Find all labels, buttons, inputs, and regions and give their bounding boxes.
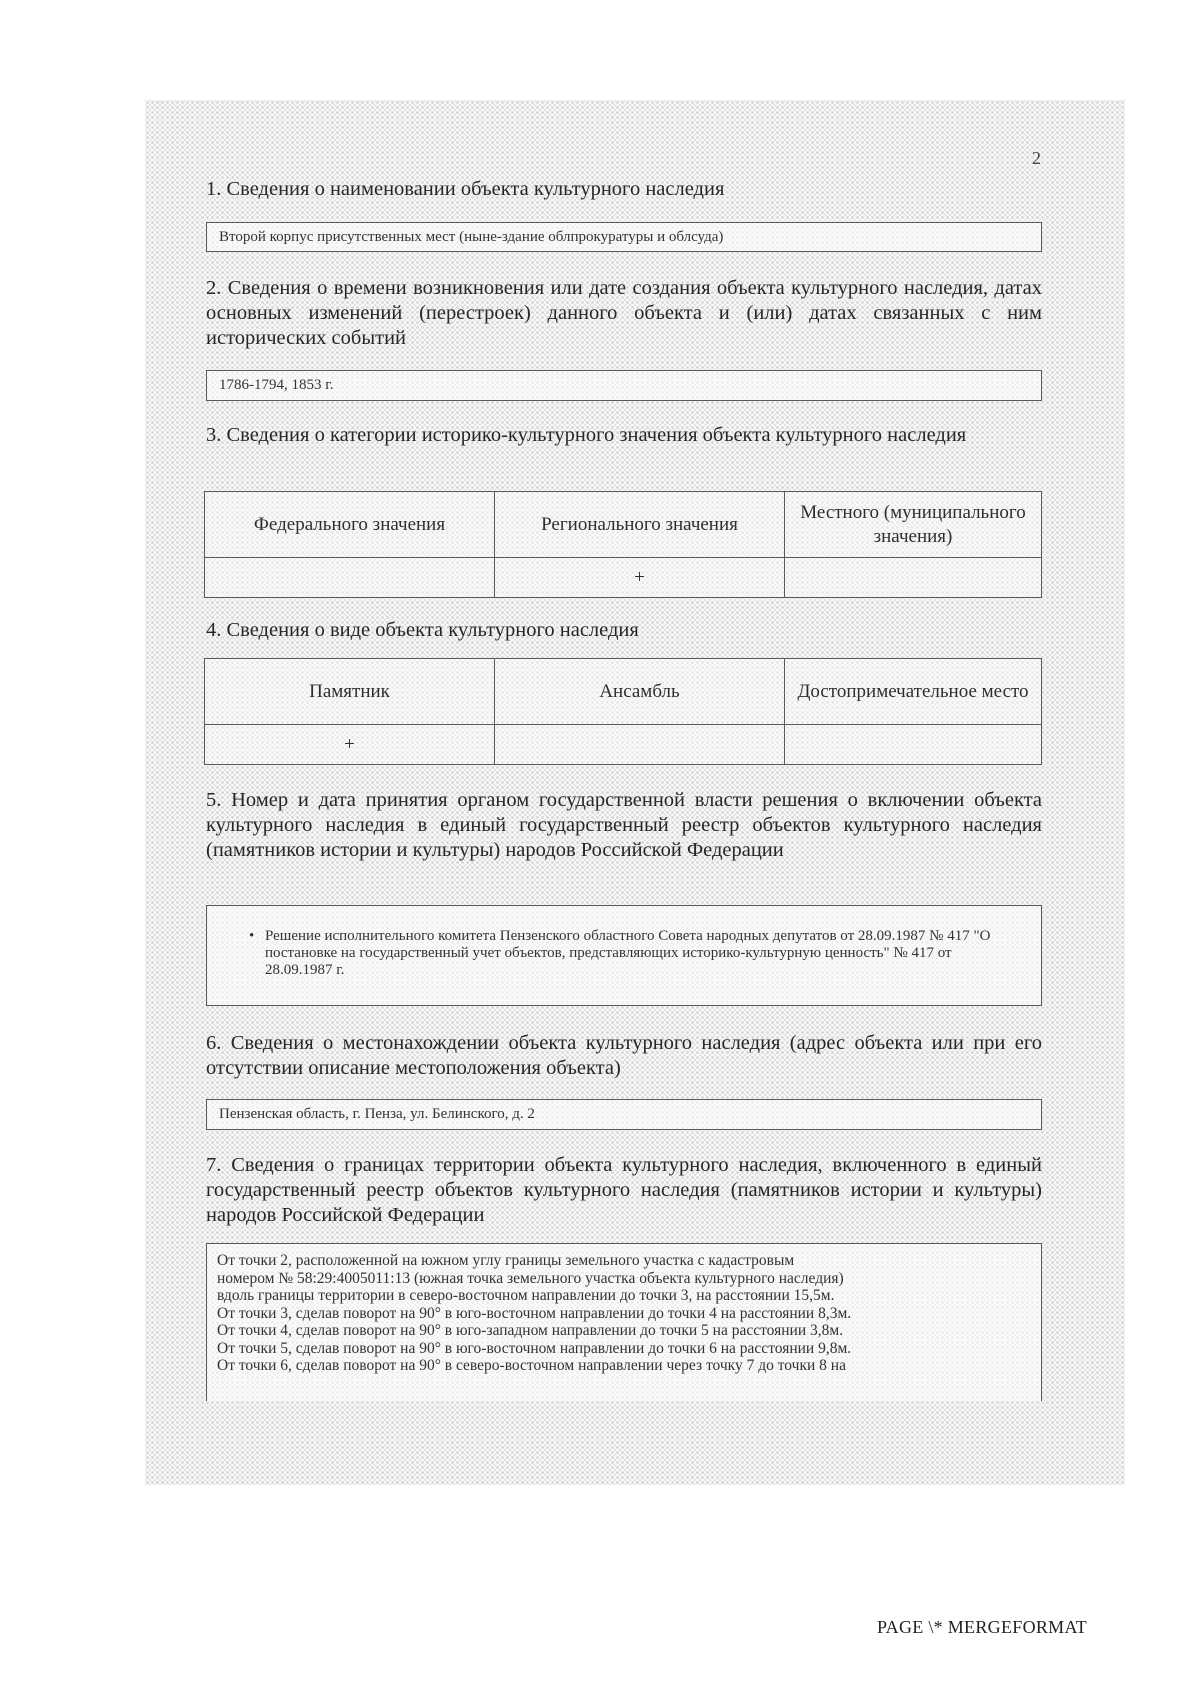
- section-3-heading: 3. Сведения о категории историко-культурного значения объекта культурного наследия: [206, 424, 967, 446]
- type-header-row: [205, 659, 1042, 725]
- type-landmark-value: [785, 725, 1042, 765]
- type-ensemble-header: Ансамбль: [495, 659, 785, 725]
- section-2-value: 1786-1794, 1853 г.: [219, 377, 334, 393]
- section-1-value-box: [206, 222, 1042, 252]
- boundary-line: От точки 6, сделав поворот на 90° в северо-восточном направлении через точку 7 до точки 8 на: [217, 1357, 846, 1374]
- section-5-decision-text: Решение исполнительного комитета Пензенского областного Совета народных депутатов от 28.09.1987 № 417 "О постановке на государственный учет объектов, представляющих историко-культурную ценность" № 417 от 28.09.1987 г.: [265, 928, 991, 978]
- boundary-line: От точки 4, сделав поворот на 90° в юго-западном направлении до точки 5 на расстоянии 3,8м.: [217, 1322, 844, 1339]
- category-federal-header: Федерального значения: [205, 492, 495, 558]
- section-5-decision-box: [206, 905, 1042, 1006]
- section-6-heading: 6. Сведения о местонахождении объекта культурного наследия (адрес объекта или при его отсутствии описание местоположения объекта): [206, 1032, 1042, 1079]
- page-footer-field-code: PAGE \* MERGEFORMAT: [877, 1617, 1088, 1637]
- type-landmark-header: Достопримечательное место: [785, 659, 1042, 725]
- section-6-address-box: [206, 1099, 1042, 1130]
- type-ensemble-value: [495, 725, 785, 765]
- section-1-value: Второй корпус присутственных мест (ныне-здание облпрокуратуры и облсуда): [219, 229, 724, 245]
- page-number: 2: [1032, 148, 1041, 168]
- type-value-row: [205, 725, 1042, 765]
- category-federal-value: [205, 558, 495, 598]
- category-regional-value: +: [495, 558, 785, 598]
- category-header-row: [205, 492, 1042, 558]
- boundary-line: От точки 5, сделав поворот на 90° в юго-восточном направлении до точки 6 на расстоянии 9,8м.: [217, 1339, 852, 1357]
- type-table: [204, 658, 1042, 765]
- boundary-line: номером № 58:29:4005011:13 (южная точка земельного участка объекта культурного наследия): [217, 1269, 844, 1287]
- section-5-heading: 5. Номер и дата принятия органом государственной власти решения о включении объекта культурного наследия в единый государственный реестр объектов культурного наследия (памятников истории и культуры) народов Российской Федерации: [206, 789, 1042, 861]
- section-7-boundary-box: [206, 1243, 1042, 1401]
- category-regional-header: Регионального значения: [495, 492, 785, 558]
- boundary-line: От точки 2, расположенной на южном углу границы земельного участка с кадастровым: [217, 1252, 795, 1269]
- category-local-header: Местного (муниципального значения): [785, 492, 1042, 558]
- section-4-heading: 4. Сведения о виде объекта культурного наследия: [206, 619, 639, 641]
- category-local-value: [785, 558, 1042, 598]
- category-table: [204, 491, 1042, 598]
- section-2-value-box: [206, 370, 1042, 401]
- section-1-heading: 1. Сведения о наименовании объекта культурного наследия: [206, 178, 725, 200]
- section-2-heading: 2. Сведения о времени возникновения или дате создания объекта культурного наследия, датах основных изменений (перестроек) данного объекта и (или) датах связанных с ним исторических событий: [206, 277, 1042, 349]
- boundary-line: вдоль границы территории в северо-восточном направлении до точки 3, на расстоянии 15,5м.: [217, 1287, 835, 1304]
- category-value-row: [205, 558, 1042, 598]
- bullet-icon: •: [249, 928, 255, 944]
- section-7-heading: 7. Сведения о границах территории объекта культурного наследия, включенного в единый государственный реестр объектов культурного наследия (памятников истории и культуры) народов Российской Федерации: [206, 1154, 1042, 1226]
- type-monument-value: +: [205, 725, 495, 765]
- type-monument-header: Памятник: [205, 659, 495, 725]
- section-6-address: Пензенская область, г. Пенза, ул. Белинского, д. 2: [219, 1106, 535, 1122]
- boundary-line: От точки 3, сделав поворот на 90° в юго-восточном направлении до точки 4 на расстоянии 8,3м.: [217, 1304, 852, 1322]
